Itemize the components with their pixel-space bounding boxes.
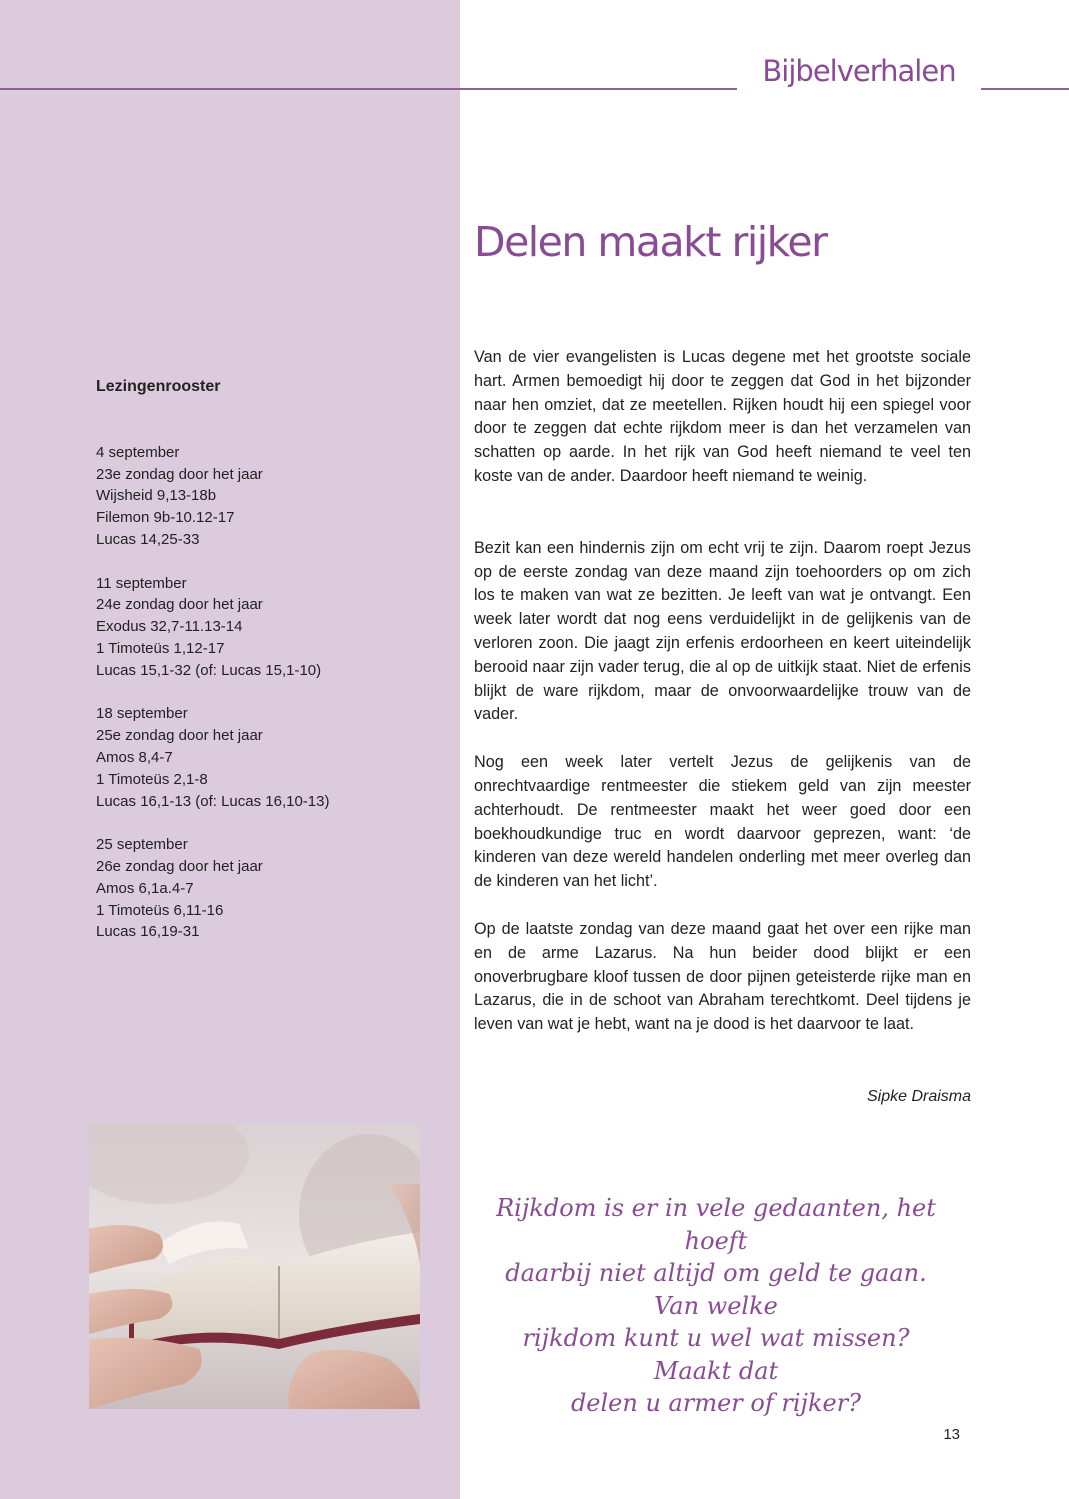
schedule-date: 4 september <box>96 443 180 461</box>
pull-quote <box>486 1192 946 1420</box>
article-title: Delen maakt rijker <box>474 218 827 266</box>
page-number: 13 <box>943 1426 960 1443</box>
schedule-date: 25 september <box>96 836 188 854</box>
pull-quote-line: delen u armer of rijker? <box>570 1389 862 1417</box>
schedule-date: 11 september <box>96 574 187 592</box>
schedule-sunday: 26e zondag door het jaar <box>96 857 263 875</box>
schedule-entry <box>96 442 436 551</box>
schedule-sunday: 24e zondag door het jaar <box>96 596 263 614</box>
schedule-entry <box>96 703 436 812</box>
schedule-reading: Lucas 14,25-33 <box>96 530 200 548</box>
schedule-reading: 1 Timoteüs 2,1-8 <box>96 770 208 788</box>
open-bible-photo <box>89 1124 420 1409</box>
schedule-reading: 1 Timoteüs 6,11-16 <box>96 901 224 919</box>
schedule-entry <box>96 834 436 943</box>
schedule-reading: Amos 6,1a.4-7 <box>96 879 194 897</box>
schedule-reading: Filemon 9b-10.12-17 <box>96 509 235 527</box>
schedule-reading: Exodus 32,7-11.13-14 <box>96 618 243 636</box>
pull-quote-line: daarbij niet altijd om geld te gaan. Van welke <box>505 1259 927 1320</box>
article-paragraph: Nog een week later vertelt Jezus de gelijkenis van de onrechtvaardige rentmeester die stiekem geld van zijn meester achterhoudt. De rentmeester maakt het weer goed door een boekhoudkundige truc en wordt daarvoor geprezen, want: ‘de kinderen van deze wereld handelen onderling met meer overleg dan de kinderen van het licht’. <box>474 753 971 891</box>
header-rule-left <box>0 88 737 90</box>
schedule-reading: Lucas 15,1-32 (of: Lucas 15,1-10) <box>96 661 322 679</box>
pull-quote-line: Rijkdom is er in vele gedaanten, het hoeft <box>496 1194 936 1255</box>
article-author: Sipke Draisma <box>866 1088 971 1105</box>
header-rule-right <box>981 88 1069 90</box>
schedule-reading: Amos 8,4-7 <box>96 748 173 766</box>
schedule-sunday: 23e zondag door het jaar <box>96 465 263 483</box>
pull-quote-line: rijkdom kunt u wel wat missen? Maakt dat <box>522 1324 910 1385</box>
schedule-reading: Lucas 16,1-13 (of: Lucas 16,10-13) <box>96 792 330 810</box>
schedule-reading: Wijsheid 9,13-18b <box>96 487 217 505</box>
schedule-sunday: 25e zondag door het jaar <box>96 727 263 745</box>
article-paragraph: Bezit kan een hindernis zijn om echt vrij te zijn. Daarom roept Jezus op de eerste zondag van deze maand zijn toehoorders op om zich los te maken van wat ze bezitten. Je leeft van wat je ontvangt. Een week later wordt dat nog eens verduidelijkt in de gelijkenis van de verloren zoon. Die jaagt zijn erfenis erdoorheen en keert uiteindelijk berooid naar zijn vader terug, die al op de uitkijk staat. Niet de erfenis blijkt de ware rijkdom, maar de onvoorwaardelijke trouw van de vader. <box>474 538 971 724</box>
schedule-date: 18 september <box>96 705 188 723</box>
schedule-reading: Lucas 16,19-31 <box>96 923 200 941</box>
schedule-entry <box>96 573 436 682</box>
schedule-reading: 1 Timoteüs 1,12-17 <box>96 639 225 657</box>
article-paragraph: Van de vier evangelisten is Lucas degene met het grootste sociale hart. Armen bemoedigt hij door te zeggen dat God in het bijzonder naar hen omziet, dat ze meetellen. Rijken houdt hij een spiegel voor door te zeggen dat echte rijkdom meer is dan het verzamelen van schatten op aarde. In het rijk van God heeft niemand te veel ten koste van de ander. Daardoor heeft niemand te weinig. <box>474 348 971 485</box>
section-label: Bijbelverhalen <box>762 54 956 88</box>
schedule-title: Lezingenrooster <box>96 378 221 395</box>
article-body <box>474 346 971 1037</box>
article-paragraph: Op de laatste zondag van deze maand gaat het over een rijke man en de arme Lazarus. Na hun beider dood blijkt er een onoverbrugbare kloof tussen de door pijnen geteisterde rijke man en Lazarus, die in de schoot van Abraham terechtkomt. Deel tijdens je leven van wat je hebt, want na je dood is het daarvoor te laat. <box>474 919 971 1034</box>
reading-schedule <box>96 376 436 965</box>
